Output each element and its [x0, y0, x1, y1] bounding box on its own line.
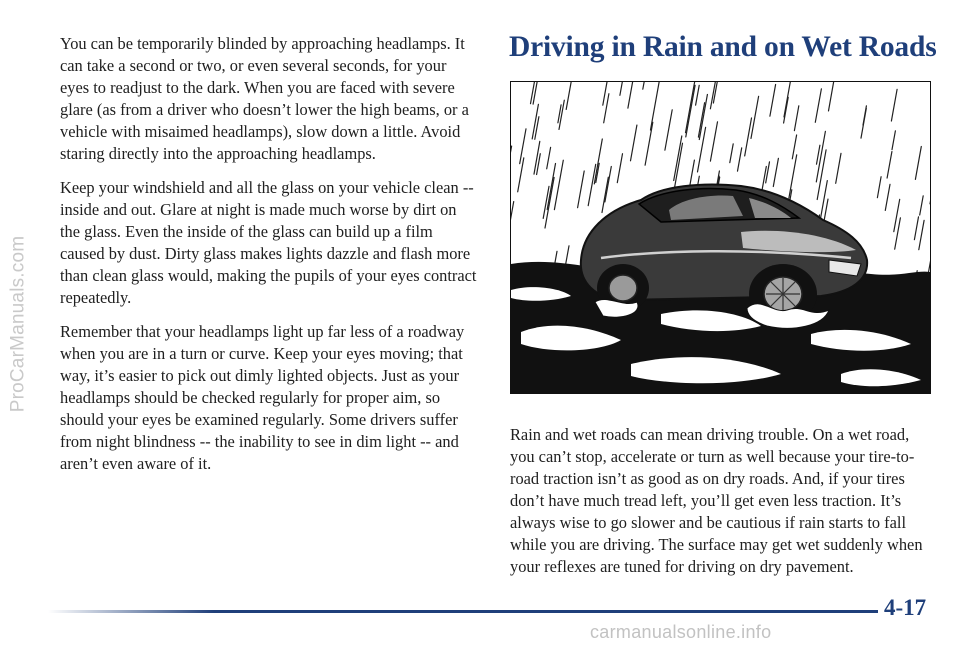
rain-streak [730, 144, 733, 163]
rain-streak [891, 89, 897, 121]
rain-streak [645, 122, 653, 165]
rain-streak [602, 177, 608, 212]
rain-streak [518, 158, 524, 192]
rain-streak [511, 146, 512, 176]
paragraph-night-vision: Remember that your headlamps light up far less of a roadway when you are in a turn or curve. Keep your eyes moving; that way, it’s easier to pick out dimly lighted objects. Just as your headlamps should be checked regularly for proper aim, so should your eyes be examined regularly. Some drivers suffer from night blindness -- the inability to see in dim light -- and aren’t even aware of it. [60, 322, 465, 473]
rain-streak [534, 141, 540, 174]
section-heading: Driving in Rain and on Wet Roads [509, 31, 937, 63]
rain-streak [794, 106, 798, 131]
rain-streak [578, 171, 585, 208]
rain-streak [836, 153, 841, 183]
rain-streak [674, 143, 682, 189]
paragraph-headlamp-glare: You can be temporarily blinded by approaching headlamps. It can take a second or two, or even several seconds, for your eyes to readjust to the dark. When you are faced with severe glare (as from a driver who doesn’t lower the high beams, or a vehicle with misaimed headlamps), slow down a little. Avoid staring directly into the approaching headlamps. [60, 34, 469, 163]
rain-streak [651, 82, 660, 130]
rain-streak [620, 82, 626, 95]
rain-streak [770, 85, 776, 117]
rain-streak [631, 125, 637, 161]
right-column [509, 30, 937, 64]
rain-streak [784, 97, 789, 123]
rain-streak [829, 82, 835, 111]
rain-streak [861, 108, 866, 138]
rain-car-illustration [510, 81, 931, 394]
side-watermark [4, 0, 32, 648]
rain-streak [699, 95, 707, 140]
rain-streak [594, 139, 602, 184]
rain-streak [745, 118, 752, 156]
rain-streak [566, 82, 574, 109]
rain-streak [547, 147, 551, 169]
rain-streak [766, 162, 770, 183]
rain-streak [914, 217, 918, 240]
rain-streak [686, 85, 695, 137]
rain-streak [696, 85, 700, 105]
rain-streak [773, 158, 778, 186]
rain-streak [674, 136, 682, 181]
rain-streak [915, 147, 921, 180]
rain-streak [710, 122, 717, 161]
rain-streak [554, 160, 563, 209]
footer-rule [48, 610, 878, 613]
rain-streak [643, 82, 647, 89]
rain-streak [698, 103, 704, 137]
rain-streak [877, 177, 881, 198]
rain-streak [789, 155, 797, 198]
rain-streak [784, 82, 790, 117]
rain-streak [686, 82, 695, 133]
rain-streak [887, 152, 892, 178]
rain-streak [928, 227, 930, 273]
footer-watermark: carmanualsonline.info [590, 622, 772, 642]
rain-streak [751, 96, 759, 138]
rain-streak [588, 164, 596, 205]
paragraph-wet-roads: Rain and wet roads can mean driving trouble. On a wet road, you can’t stop, accelerate or turn as well because your tire-to-road traction isn’t as good as on dry roads. And, if your tires don’t have much tread left, you’ll get even less traction. It’s always wise to go slower and be cautious if rain starts to fall while you are driving. The surface may get wet suddenly when your reflexes are tuned for driving on dry pavement. [510, 425, 923, 576]
rain-streak [665, 110, 672, 150]
rain-streak [815, 89, 821, 123]
left-column [60, 33, 478, 475]
paragraph-clean-glass: Keep your windshield and all the glass on your vehicle clean -- inside and out. Glare at night is made much worse by dirt on the glass. Even the inside of the glass can build up a film caused by dust. Dirty glass makes lights dazzle and flash more than clean glass would, making the pupils of your eyes contract repeatedly. [60, 178, 477, 307]
page-number: 4-17 [884, 595, 927, 620]
rain-streak [792, 135, 796, 159]
rain-streak [920, 196, 924, 215]
rain-streak [738, 148, 742, 171]
rain-streak [885, 184, 890, 210]
rain-streak [511, 202, 514, 230]
rain-streak [821, 181, 828, 218]
rain-streak [919, 220, 924, 249]
side-watermark-text: ProCarManuals.com [7, 235, 29, 413]
rain-streak [628, 82, 635, 108]
rain-streak [892, 131, 895, 150]
rain-streak [520, 129, 526, 164]
rain-streak [605, 167, 611, 202]
rain-streak [617, 154, 622, 183]
